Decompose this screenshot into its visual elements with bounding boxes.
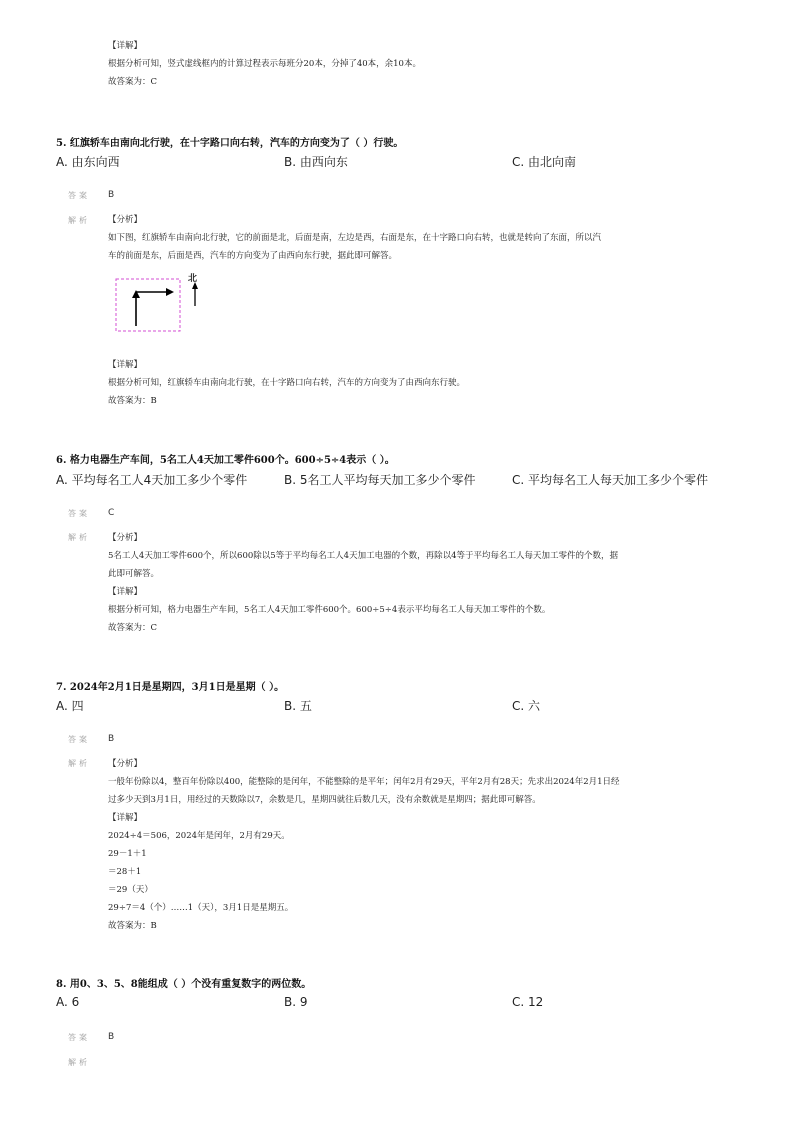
detail-line: 故答案为：C — [108, 623, 158, 633]
option-c[interactable]: C. 由北向南 — [512, 155, 577, 169]
analysis-label: 解析 — [68, 533, 90, 542]
analysis-line: 此即可解答。 — [108, 569, 160, 579]
analysis-line: 5名工人4天加工零件600个，所以600除以5等于平均每名工人4天加工电器的个数，再除以4等于平均每名工人每天加工零件的个数，据 — [108, 551, 618, 561]
detail-tag: 【详解】 — [108, 360, 143, 370]
answer-label: 答案 — [68, 191, 90, 200]
detail-line: 故答案为：B — [108, 921, 157, 931]
answer-value: B — [108, 190, 115, 200]
answer-value: B — [108, 1032, 115, 1042]
analysis-line: 一般年份除以4，整百年份除以400，能整除的是闰年，不能整除的是平年；闰年2月有29天，平年2月有28天；先求出2024年2月1日经 — [108, 777, 620, 787]
answer-label: 答案 — [68, 735, 90, 744]
dashed-box — [116, 279, 180, 331]
detail-line: 根据分析可知，红旗轿车由南向北行驶，在十字路口向右转，汽车的方向变为了由西向东行驶。 — [108, 378, 466, 388]
detail-tag: 【详解】 — [108, 587, 143, 597]
option-b[interactable]: B. 五 — [284, 699, 312, 713]
analysis-label: 解析 — [68, 759, 90, 768]
option-b[interactable]: B. 由西向东 — [284, 155, 348, 169]
option-b[interactable]: B. 9 — [284, 995, 308, 1009]
detail-tag: 【详解】 — [108, 41, 143, 51]
analysis-line: 车的前面是东，后面是西，汽车的方向变为了由西向东行驶，据此即可解答。 — [108, 251, 398, 261]
detail-tag: 【详解】 — [108, 813, 143, 823]
north-label: 北 — [188, 274, 198, 284]
detail-line: ＝28＋1 — [108, 867, 142, 877]
option-c[interactable]: C. 平均每名工人每天加工多少个零件 — [512, 473, 709, 487]
option-a[interactable]: A. 6 — [56, 995, 80, 1009]
option-a[interactable]: A. 四 — [56, 699, 84, 713]
answer-label: 答案 — [68, 509, 90, 518]
answer-label: 答案 — [68, 1033, 90, 1042]
detail-line: 根据分析可知，格力电器生产车间，5名工人4天加工零件600个。600÷5÷4表示平均每名工人每天加工零件的个数。 — [108, 605, 551, 615]
answer-value: C — [108, 508, 115, 518]
option-a[interactable]: A. 由东向西 — [56, 155, 120, 169]
question-stem: 8. 用0、3、5、8能组成（ ）个没有重复数字的两位数。 — [56, 979, 312, 990]
analysis-label: 解析 — [68, 1058, 90, 1067]
analysis-tag: 【分析】 — [108, 215, 143, 225]
question-stem: 5. 红旗轿车由南向北行驶，在十字路口向右转，汽车的方向变为了（ ）行驶。 — [56, 138, 404, 149]
option-c[interactable]: C. 12 — [512, 995, 544, 1009]
option-a[interactable]: A. 平均每名工人4天加工多少个零件 — [56, 473, 248, 487]
question-stem: 7. 2024年2月1日是星期四，3月1日是星期（ ）。 — [56, 682, 285, 693]
option-b[interactable]: B. 5名工人平均每天加工多少个零件 — [284, 473, 476, 487]
analysis-label: 解析 — [68, 216, 90, 225]
detail-line: ＝29（天） — [108, 885, 153, 895]
analysis-line: 如下图，红旗轿车由南向北行驶，它的前面是北，后面是南，左边是西，右面是东，在十字路口向右转，也就是转向了东面，所以汽 — [108, 233, 602, 243]
detail-line: 2024÷4＝506，2024年是闰年，2月有29天。 — [108, 831, 290, 841]
answer-value: B — [108, 734, 115, 744]
question-stem: 6. 格力电器生产车间，5名工人4天加工零件600个。600÷5÷4表示（ ）。 — [56, 455, 395, 466]
analysis-tag: 【分析】 — [108, 533, 143, 543]
option-c[interactable]: C. 六 — [512, 699, 541, 713]
arrow-head-right — [166, 288, 174, 296]
detail-line: 故答案为：C — [108, 77, 158, 87]
detail-line: 29－1＋1 — [108, 849, 147, 859]
analysis-line: 过多少天到3月1日，用经过的天数除以7，余数是几，星期四就往后数几天，没有余数就是星期四；据此即可解答。 — [108, 795, 541, 805]
detail-line: 故答案为：B — [108, 396, 157, 406]
detail-line: 根据分析可知，竖式虚线框内的计算过程表示每班分20本，分掉了40本，余10本。 — [108, 59, 421, 69]
detail-line: 29÷7＝4（个）……1（天），3月1日是星期五。 — [108, 903, 294, 913]
analysis-tag: 【分析】 — [108, 759, 143, 769]
